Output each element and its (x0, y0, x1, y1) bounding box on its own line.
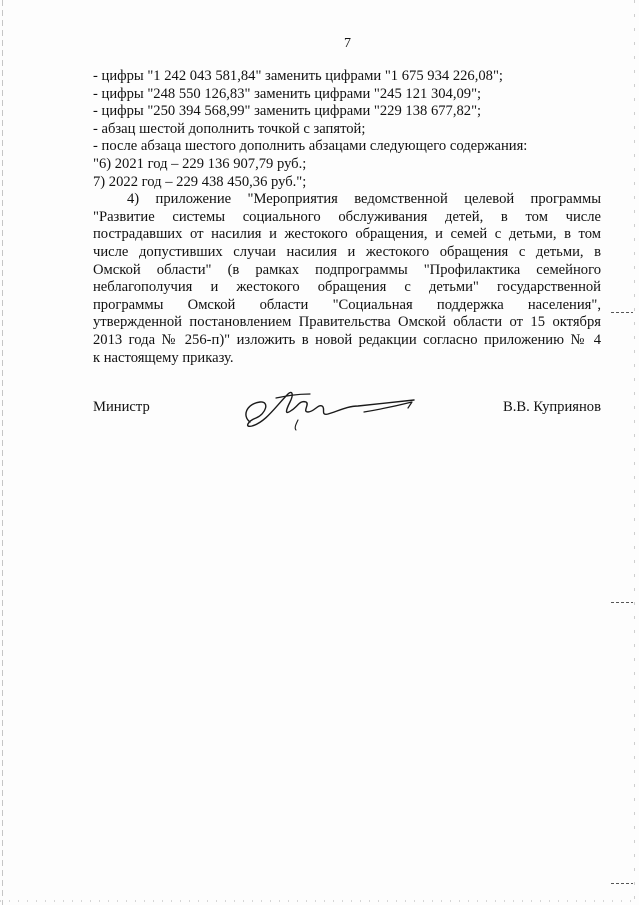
signer-position: Министр (93, 399, 150, 415)
paragraph-line: утвержденной постановлением Правительства Омской области от 15 октября (93, 314, 601, 331)
paragraph-line: программы Омской области "Социальная поддержка населения", (93, 296, 601, 313)
amendment-line: - цифры "250 394 568,99" заменить цифрами "229 138 677,82"; (93, 103, 482, 120)
scan-edge-mark (611, 312, 633, 313)
scan-edge-bottom (0, 900, 639, 902)
amendment-line: - цифры "248 550 126,83" заменить цифрами "245 121 304,09"; (93, 85, 482, 102)
amendment-line: - цифры "1 242 043 581,84" заменить цифрами "1 675 934 226,08"; (93, 68, 503, 84)
paragraph-line: 2013 года № 256-п)" изложить в новой редакции согласно приложению № 4 (93, 331, 601, 348)
amendment-line: "6) 2021 год – 229 136 907,79 руб.; (93, 155, 307, 172)
scan-edge-mark (611, 602, 633, 603)
paragraph-line: "Развитие системы социального обслуживания детей, в том числе (93, 208, 601, 225)
scan-edge-left (2, 0, 3, 905)
paragraph-line: 4) приложение "Мероприятия ведомственной целевой программы (127, 191, 601, 208)
scan-edge-mark (611, 883, 633, 884)
appendix-paragraph (93, 191, 601, 367)
paragraph-line: неблагополучия и жестокого обращения с детьми" государственной (93, 279, 601, 296)
paragraph-line: числе допустивших случаи насилия и жестокого обращения с детьми, в (93, 243, 601, 260)
scan-edge-right (634, 0, 635, 905)
signer-name: В.В. Куприянов (503, 399, 601, 415)
signature-row (93, 399, 601, 429)
amendment-line: - абзац шестой дополнить точкой с запятой; (93, 120, 366, 137)
paragraph-line: пострадавших от насилия и жестокого обращения, и семей с детьми, в том (93, 226, 601, 243)
page-number: 7 (344, 36, 351, 51)
amendment-line: 7) 2022 год – 229 438 450,36 руб."; (93, 173, 307, 190)
paragraph-line: к настоящему приказу. (93, 349, 234, 366)
paragraph-line: Омской области" (в рамках подпрограммы "Профилактика семейного (93, 261, 601, 278)
document-body (93, 68, 601, 367)
amendment-line: - после абзаца шестого дополнить абзацами следующего содержания: (93, 138, 528, 155)
